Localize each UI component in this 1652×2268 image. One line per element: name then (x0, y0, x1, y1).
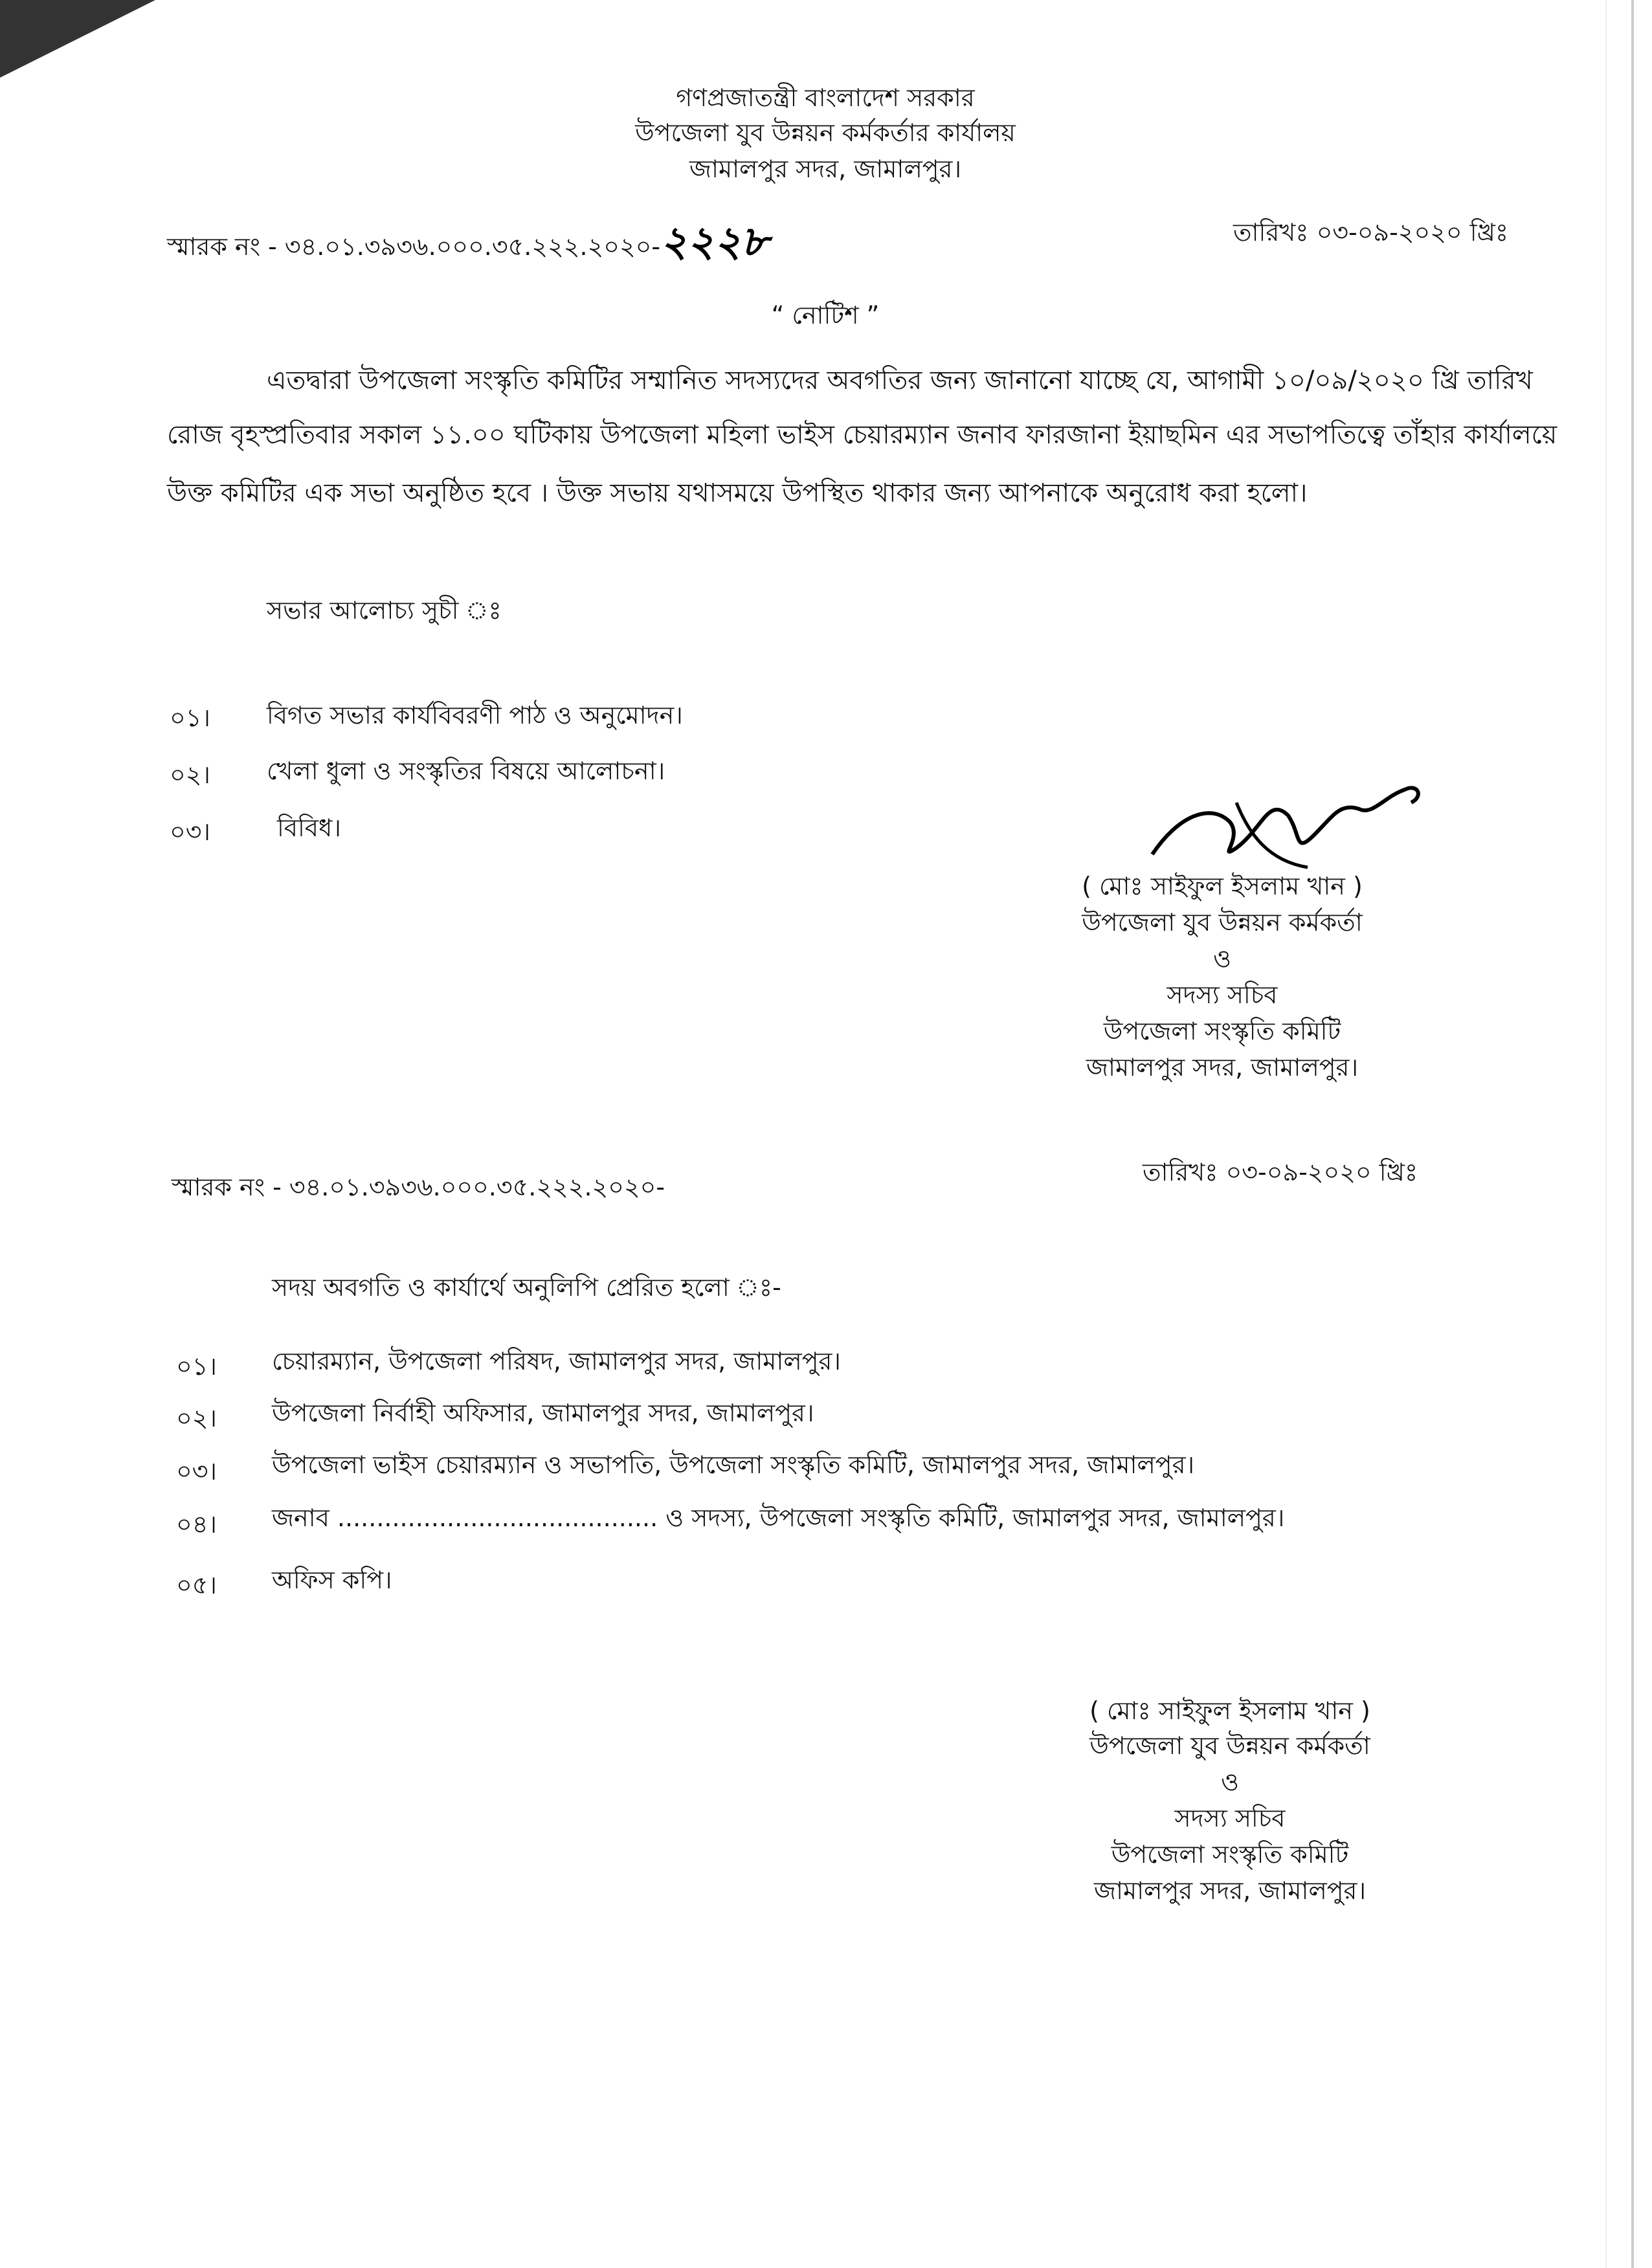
agenda-item-text: বিগত সভার কার্যবিবরণী পাঠ ও অনুমোদন। (267, 701, 683, 729)
signatory-name: ( মোঃ সাইফুল ইসলাম খান ) (1089, 1696, 1370, 1725)
copy-item-number: ০১। (176, 1352, 217, 1381)
body-line-3: উক্ত কমিটির এক সভা অনুষ্ঠিত হবে । উক্ত সভায় যথাসময়ে উপস্থিত থাকার জন্য আপনাকে অনুরোধ করা হলো। (167, 478, 1308, 508)
handwritten-memo-number: ২২২৮ (660, 217, 768, 266)
signatory-committee: উপজেলা সংস্কৃতি কমিটি (1111, 1840, 1349, 1869)
copy-item-text: চেয়ারম্যান, উপজেলা পরিষদ, জামালপুর সদর, জামালপুর। (272, 1347, 842, 1375)
signatory-role: সদস্য সচিব (1166, 981, 1278, 1009)
agenda-item-number: ০৩। (170, 817, 211, 846)
scan-edge-faint (1605, 0, 1607, 2268)
agenda-item-text: খেলা ধুলা ও সংস্কৃতির বিষয়ে আলোচনা। (267, 757, 665, 785)
copy-item-number: ০৩। (176, 1457, 218, 1485)
signatory-and: ও (1221, 1768, 1239, 1796)
signatory-title: উপজেলা যুব উন্নয়ন কর্মকর্তা (1089, 1731, 1370, 1760)
agenda-item-number: ০১। (170, 704, 210, 732)
memo-date: তারিখঃ ০৩-০৯-২০২০ খ্রিঃ (1233, 218, 1509, 247)
handwritten-signature (1139, 777, 1431, 887)
copy-item-text: উপজেলা ভাইস চেয়ারম্যান ও সভাপতি, উপজেলা সংস্কৃতি কমিটি, জামালপুর সদর, জামালপুর। (272, 1451, 1195, 1479)
signatory-and: ও (1213, 944, 1231, 973)
memo-reference: স্মারক নং - ৩৪.০১.৩৯৩৬.০০০.৩৫.২২২.২০২০- (167, 232, 661, 261)
copy-item-text: উপজেলা নির্বাহী অফিসার, জামালপুর সদর, জামালপুর। (272, 1399, 814, 1427)
copies-heading: সদয় অবগতি ও কার্যার্থে অনুলিপি প্রেরিত হলো ঃ- (272, 1273, 781, 1302)
scan-edge (1631, 0, 1634, 2268)
copy-item-text: অফিস কপি। (272, 1566, 392, 1594)
signatory-name: ( মোঃ সাইফুল ইসলাম খান ) (1082, 872, 1363, 900)
agenda-item-number: ০২। (170, 761, 211, 789)
copy-item-number: ০৫। (176, 1571, 217, 1599)
signatory-location: জামালপুর সদর, জামালপুর। (1093, 1876, 1367, 1905)
signatory-location: জামালপুর সদর, জামালপুর। (1086, 1053, 1359, 1082)
body-line-1: এতদ্বারা উপজেলা সংস্কৃতি কমিটির সম্মানিত সদস্যদের অবগতির জন্য জানানো যাচ্ছে যে, আগামী ১০/০৯/২০২০ খ্রি তারিখ (267, 366, 1533, 395)
header-government: গণপ্রজাতন্ত্রী বাংলাদেশ সরকার (676, 83, 975, 112)
memo-date-2: তারিখঃ ০৩-০৯-২০২০ খ্রিঃ (1143, 1158, 1418, 1186)
scan-corner-shadow (0, 0, 155, 78)
signatory-title: উপজেলা যুব উন্নয়ন কর্মকর্তা (1082, 908, 1363, 937)
memo-reference-2: স্মারক নং - ৩৪.০১.৩৯৩৬.০০০.৩৫.২২২.২০২০- (172, 1173, 665, 1201)
copy-item-number: ০৪। (176, 1510, 217, 1539)
copy-item-text: জনাব ......................................... ও সদস্য, উপজেলা সংস্কৃতি কমিটি, জামালপুর সদর, জামালপুর। (272, 1504, 1285, 1532)
copy-item-number: ০২। (176, 1404, 218, 1432)
signatory-role: সদস্য সচিব (1174, 1804, 1286, 1832)
body-line-2: রোজ বৃহস্প্রতিবার সকাল ১১.০০ ঘটিকায় উপজেলা মহিলা ভাইস চেয়ারম্যান জনাব ফারজানা ইয়াছমিন এর সভাপতিত্বে তাঁহার কার্যালয়ে (167, 420, 1557, 450)
agenda-heading: সভার আলোচ্য সুচী ঃ (267, 596, 502, 625)
signatory-committee: উপজেলা সংস্কৃতি কমিটি (1103, 1017, 1341, 1045)
header-office: উপজেলা যুব উন্নয়ন কর্মকর্তার কার্যালয় (635, 118, 1016, 147)
header-location: জামালপুর সদর, জামালপুর। (689, 155, 962, 183)
agenda-item-text: বিবিধ। (277, 814, 341, 842)
notice-title: “ নোটিশ ” (771, 301, 880, 329)
